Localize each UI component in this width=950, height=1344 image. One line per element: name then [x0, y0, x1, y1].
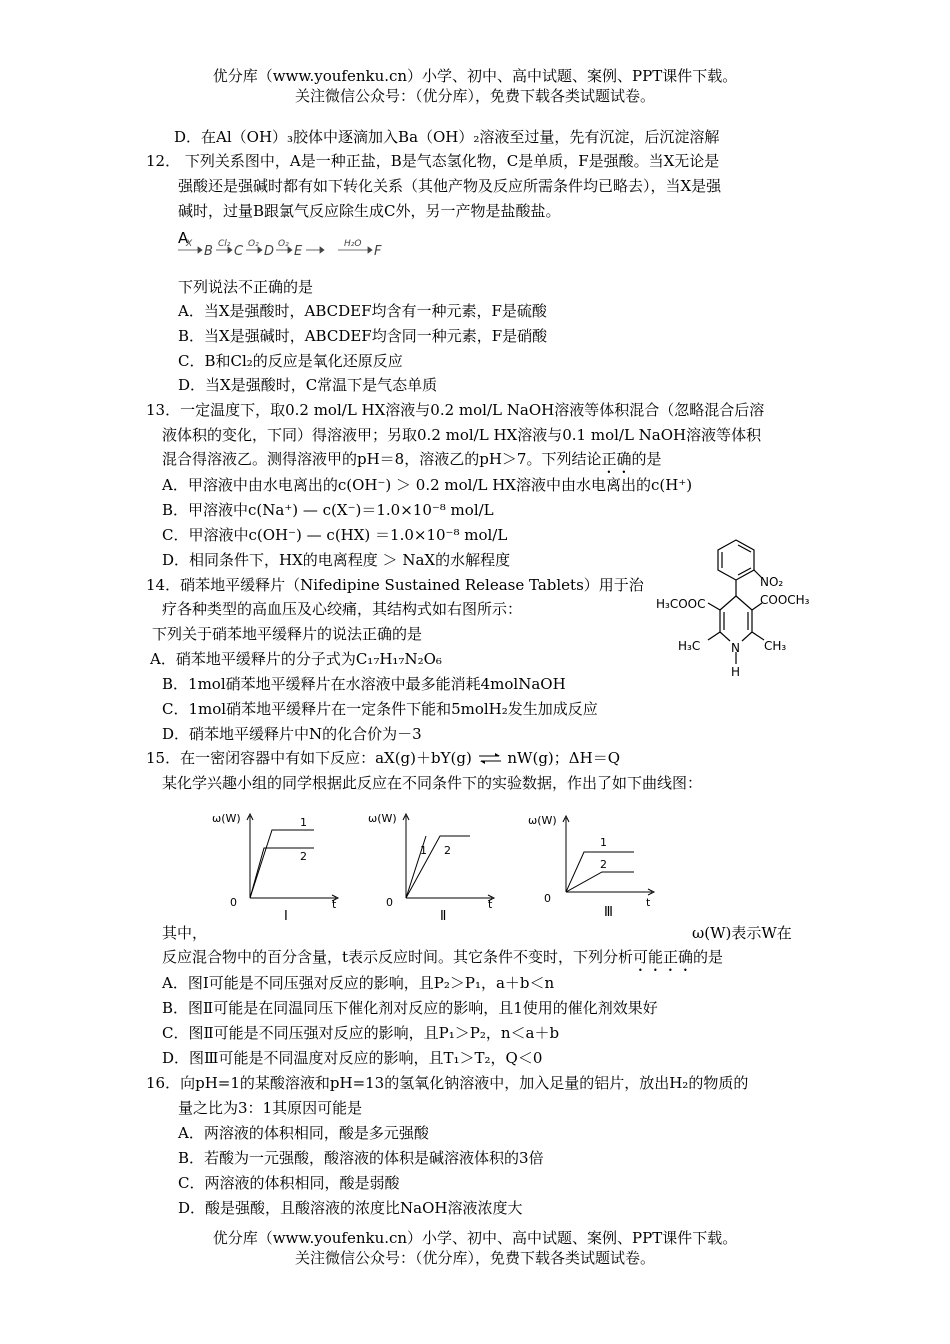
q15-stem-4c: 的是 [693, 948, 724, 966]
q13-stem-1: 13．一定温度下，取0.2 mol/L HX溶液与0.2 mol/L NaOH溶液等体积混合（忽略混合后溶 [146, 401, 765, 419]
q13-option-b: B．甲溶液中c(Na⁺) — c(X⁻)＝1.0×10⁻⁸ mol/L [162, 501, 494, 519]
q14-option-b: B．1mol硝苯地平缓释片在水溶液中最多能消耗4molNaOH [162, 675, 566, 693]
chain-reagent-4: O₂ [278, 239, 289, 249]
graph-2 [364, 806, 504, 926]
struct-n: N [731, 641, 740, 655]
q12-stem-3: 碱时，过量B跟氯气反应除生成C外，另一产物是盐酸盐。 [178, 202, 561, 220]
chain-reagent-5: H₂O [344, 239, 362, 249]
q13-emphasis: 正确 [601, 450, 632, 468]
graph-2-ylabel: ω(W) [368, 812, 397, 825]
struct-h: H [731, 665, 741, 679]
graph-2-origin: 0 [386, 896, 393, 909]
graph-3-curve-1-label: 1 [600, 836, 607, 849]
q13-stem-2: 液体积的变化，下同）得溶液甲；另取0.2 mol/L HX溶液与0.1 mol/L NaOH溶液等体积 [162, 426, 762, 444]
q15-stem-4a: 反应混合物中的百分含量，t表示反应时间。其它条件不变时，下列分析 [162, 948, 634, 966]
q16-option-a: A．两溶液的体积相同，酸是多元强酸 [178, 1124, 429, 1142]
equilibrium-arrow-icon [477, 752, 503, 766]
header-line-1: 优分库（www.youfenku.cn）小学、初中、高中试题、案例、PPT课件下载。 [212, 67, 738, 85]
q12-option-c: C．B和Cl₂的反应是氧化还原反应 [178, 352, 403, 370]
q13-stem-3 [162, 448, 662, 477]
q13-stem-3c: 的是 [631, 450, 662, 468]
graph-3 [526, 806, 666, 926]
footer-line-1: 优分库（www.youfenku.cn）小学、初中、高中试题、案例、PPT课件下载。 [212, 1229, 738, 1247]
chain-reagent-2: Cl₂ [218, 239, 231, 249]
graph-3-curve-2-label: 2 [600, 858, 607, 871]
q16-option-d: D．酸是强酸，且酸溶液的浓度比NaOH溶液浓度大 [178, 1199, 523, 1217]
q13-option-a: A．甲溶液中由水电离出的c(OH⁻) ＞ 0.2 mol/L HX溶液中由水电离出的c(H⁺) [162, 476, 693, 494]
chain-reagent-3: O₂ [248, 239, 259, 249]
q15-stem-1a: 15．在一密闭容器中有如下反应：aX(g)＋bY(g) [146, 749, 472, 767]
q15-emphasis: 可能正确 [633, 948, 694, 966]
q13-stem-3a: 混合得溶液乙。测得溶液甲的pH＝8，溶液乙的pH＞7。下列结论 [162, 450, 602, 468]
graph-2-curve-2-label: 2 [444, 844, 451, 857]
q12-option-d: D．当X是强酸时，C常温下是气态单质 [178, 376, 438, 394]
q12-option-a: A．当X是强酸时，ABCDEF均含有一种元素，F是硫酸 [178, 302, 547, 320]
graph-3-xlabel: t [646, 896, 651, 909]
q12-stem-1: 12． 下列关系图中，A是一种正盐，B是气态氢化物，C是单质，F是强酸。当X无论是 [146, 152, 720, 170]
graph-1-curve-1-label: 1 [300, 816, 307, 829]
q15-stem-4 [162, 946, 723, 975]
q15-option-a: A．图Ⅰ可能是不同压强对反应的影响，且P₂＞P₁，a＋b＜n [162, 974, 555, 992]
q15-option-c: C．图Ⅱ可能是不同压强对反应的影响，且P₁＞P₂，n＜a＋b [162, 1024, 560, 1042]
chain-reagent-1: X [186, 239, 193, 249]
q13-option-d: D．相同条件下，HX的电离程度 ＞ NaX的水解程度 [162, 551, 511, 569]
q15-stem-2: 某化学兴趣小组的同学根据此反应在不同条件下的实验数据，作出了如下曲线图： [162, 774, 703, 792]
graph-1 [208, 806, 348, 926]
q14-option-d: D．硝苯地平缓释片中N的化合价为－3 [162, 725, 422, 743]
graph-3-ylabel: ω(W) [528, 814, 557, 827]
chain-node-e: E [294, 244, 303, 259]
nifedipine-structure [650, 528, 820, 688]
q16-stem-2: 量之比为3：1其原因可能是 [178, 1099, 363, 1117]
chain-node-f: F [374, 244, 382, 259]
q12-prompt: 下列说法不正确的是 [178, 278, 314, 296]
q14-stem-1: 14．硝苯地平缓释片（Nifedipine Sustained Release Tablets）用于治 [146, 576, 644, 594]
chain-node-b: B [204, 244, 213, 259]
footer-line-2: 关注微信公众号：（优分库），免费下载各类试题试卷。 [294, 1249, 655, 1267]
q14-option-c: C．1mol硝苯地平缓释片在一定条件下能和5molH₂发生加成反应 [162, 700, 598, 718]
q16-stem-1: 16．向pH=1的某酸溶液和pH=13的氢氧化钠溶液中，加入足量的铝片，放出H₂的物质的 [146, 1074, 749, 1092]
struct-left-methyl: H₃C [678, 639, 701, 653]
chain-node-d: D [264, 244, 275, 259]
chain-node-c: C [234, 244, 244, 259]
graph-3-caption: Ⅲ [604, 905, 613, 920]
q16-option-b: B．若酸为一元强酸，酸溶液的体积是碱溶液体积的3倍 [178, 1149, 544, 1167]
q11-option-d: D．在Al（OH）₃胶体中逐滴加入Ba（OH）₂溶液至过量，先有沉淀，后沉淀溶解 [174, 128, 720, 146]
chain-start: A [178, 229, 189, 247]
q15-stem-1 [146, 747, 620, 769]
graph-1-xlabel: t [332, 898, 337, 911]
graph-1-ylabel: ω(W) [212, 812, 241, 825]
header-line-2: 关注微信公众号：（优分库），免费下载各类试题试卷。 [294, 87, 655, 105]
q14-prompt: 下列关于硝苯地平缓释片的说法正确的是 [152, 625, 423, 643]
q12-option-b: B．当X是强碱时，ABCDEF均含同一种元素，F是硝酸 [178, 327, 548, 345]
q15-option-d: D．图Ⅲ可能是不同温度对反应的影响，且T₁＞T₂，Q＜0 [162, 1049, 543, 1067]
q15-stem-1b: nW(g)；ΔH＝Q [507, 749, 620, 767]
q15-stem-3a: 其中， [162, 924, 208, 942]
struct-no2: NO₂ [760, 575, 784, 589]
graph-2-curve-1-label: 1 [420, 844, 427, 857]
q16-option-c: C．两溶液的体积相同，酸是弱酸 [178, 1174, 400, 1192]
struct-right-ester: COOCH₃ [760, 593, 810, 607]
struct-right-methyl: CH₃ [764, 639, 787, 653]
graph-2-xlabel: t [488, 898, 493, 911]
q12-stem-2: 强酸还是强碱时都有如下转化关系（其他产物及反应所需条件均已略去），当X是强 [178, 177, 722, 195]
graph-1-curve-2-label: 2 [300, 850, 307, 863]
graph-3-curve-2 [566, 872, 634, 892]
struct-left-ester: H₃COOC [656, 597, 706, 611]
q13-option-c: C．甲溶液中c(OH⁻) — c(HX) ＝1.0×10⁻⁸ mol/L [162, 526, 508, 544]
q14-option-a: A．硝苯地平缓释片的分子式为C₁₇H₁₇N₂O₆ [150, 650, 442, 668]
graph-3-origin: 0 [544, 892, 551, 905]
q12-conversion-chain [174, 228, 414, 264]
graph-1-caption: Ⅰ [284, 909, 288, 924]
graph-2-caption: Ⅱ [440, 909, 447, 924]
q15-stem-3b: ω(W)表示W在 [692, 924, 792, 942]
graph-1-origin: 0 [230, 896, 237, 909]
q15-option-b: B．图Ⅱ可能是在同温同压下催化剂对反应的影响，且1使用的催化剂效果好 [162, 999, 658, 1017]
q14-stem-2: 疗各种类型的高血压及心绞痛，其结构式如右图所示： [162, 600, 523, 618]
